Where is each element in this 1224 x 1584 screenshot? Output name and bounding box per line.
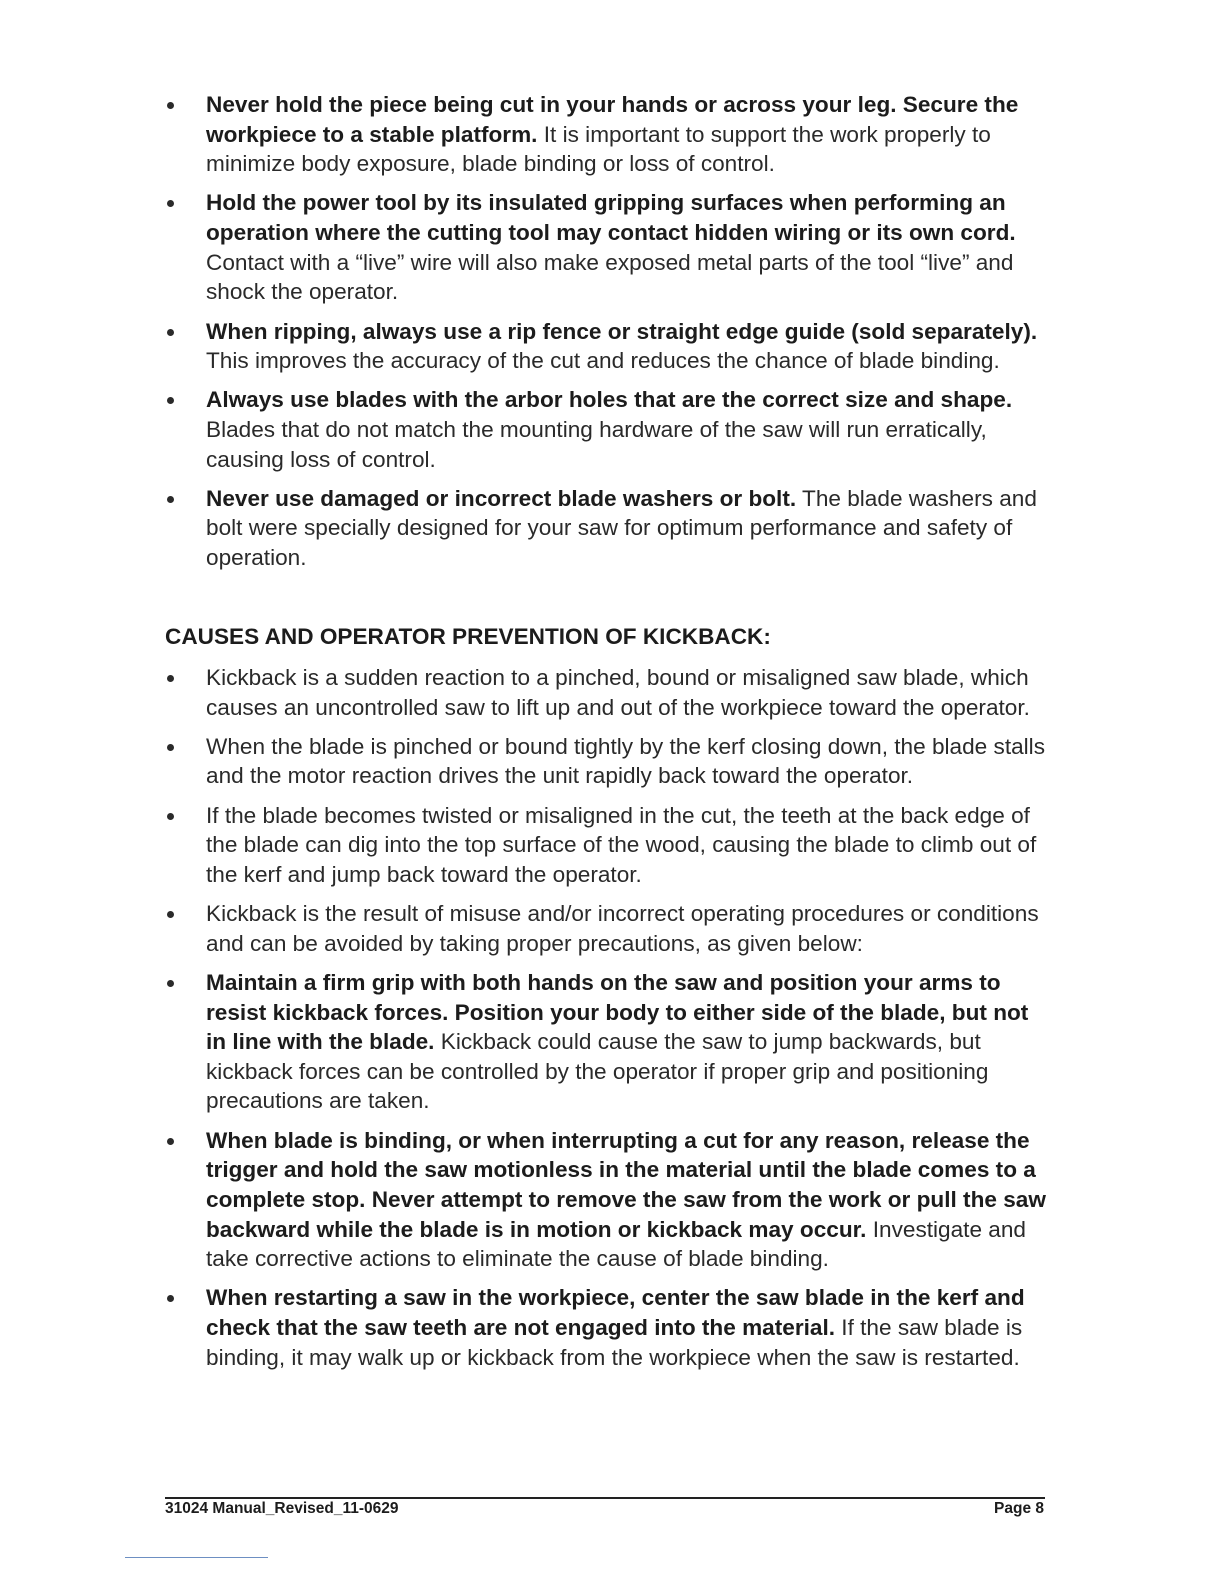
bullet-icon (167, 1138, 174, 1145)
bullet-icon (167, 329, 174, 336)
bullet-text: When the blade is pinched or bound tightly by the kerf closing down, the blade stalls and the motor reaction drives the unit rapidly back toward the operator. (206, 733, 1045, 789)
list-item (165, 732, 1050, 791)
bullet-bold-text: When blade is binding, or when interrupting a cut for any reason, release the trigger and hold the saw motionless in the material until the blade comes to a complete stop. Never attempt to remove the saw from the work or pull the saw backward while the blade is in motion or kickback may occur. (206, 1127, 1046, 1242)
bullet-bold-text: Hold the power tool by its insulated gripping surfaces when performing an operation where the cutting tool may contact hidden wiring or its own cord. (206, 190, 1016, 246)
kickback-bullet-list (165, 663, 1050, 1382)
bullet-icon (167, 200, 174, 207)
bullet-text: Kickback is the result of misuse and/or incorrect operating procedures or conditions and can be avoided by taking proper precautions, as given below: (206, 901, 1039, 956)
list-item (165, 90, 1050, 179)
bullet-icon (167, 1295, 174, 1302)
bullet-icon (167, 980, 174, 987)
bullet-icon (167, 397, 174, 404)
bullet-bold-text: When restarting a saw in the workpiece, center the saw blade in the kerf and check that the saw teeth are not engaged into the material. (206, 1285, 1025, 1340)
bullet-text: If the saw blade is binding, it may walk up or kickback from the workpiece when the saw is restarted. (206, 1315, 1023, 1370)
bullet-text: The blade washers and bolt were specially designed for your saw for optimum performance and safety of operation. (206, 485, 1037, 571)
bullet-bold-text: Never use damaged or incorrect blade washers or bolt. (206, 485, 797, 511)
bullet-icon (167, 102, 174, 109)
bullet-text: Blades that do not match the mounting hardware of the saw will run erratically, causing loss of control. (206, 417, 987, 472)
footer-page-number: Page 8 (994, 1500, 1044, 1517)
footer-document-id: 31024 Manual_Revised_11-0629 (165, 1500, 399, 1517)
list-item (165, 385, 1050, 474)
list-item (165, 188, 1050, 306)
bullet-text: Contact with a “live” wire will also make exposed metal parts of the tool “live” and shock the operator. (206, 249, 1014, 305)
bullet-icon (167, 911, 174, 918)
bullet-bold-text: When ripping, always use a rip fence or straight edge guide (sold separately). (206, 318, 1038, 344)
bullet-text: Kickback is a sudden reaction to a pinched, bound or misaligned saw blade, which causes an uncontrolled saw to lift up and out of the workpiece toward the operator. (206, 665, 1030, 720)
list-item (165, 899, 1050, 958)
scan-edge-line (125, 1557, 268, 1558)
list-item (165, 1283, 1050, 1372)
bullet-text: This improves the accuracy of the cut and reduces the chance of blade binding. (206, 348, 1000, 374)
list-item (165, 1126, 1050, 1274)
list-item (165, 968, 1050, 1116)
list-item (165, 801, 1050, 890)
safety-bullet-list (165, 90, 1050, 582)
bullet-bold-text: Maintain a firm grip with both hands on the saw and position your arms to resist kickback forces. Position your body to either side of the blade, but not in line with the blade. (206, 970, 1029, 1055)
bullet-icon (167, 675, 174, 682)
bullet-text: If the blade becomes twisted or misaligned in the cut, the teeth at the back edge of the blade can dig into the top surface of the wood, causing the blade to climb out of the kerf and jump back toward the operator. (206, 802, 1037, 887)
bullet-text: Kickback could cause the saw to jump backwards, but kickback forces can be controlled by the operator if proper grip and positioning precautions are taken. (206, 1029, 989, 1114)
kickback-section-heading: CAUSES AND OPERATOR PREVENTION OF KICKBACK: (165, 624, 771, 649)
bullet-text: Investigate and take corrective actions to eliminate the cause of blade binding. (206, 1216, 1026, 1272)
list-item (165, 663, 1050, 722)
list-item (165, 317, 1050, 376)
bullet-icon (167, 744, 174, 751)
bullet-icon (167, 496, 174, 503)
list-item (165, 484, 1050, 573)
bullet-bold-text: Never hold the piece being cut in your hands or across your leg. Secure the workpiece to a stable platform. (206, 92, 1019, 147)
bullet-bold-text: Always use blades with the arbor holes that are the correct size and shape. (206, 387, 1013, 413)
bullet-icon (167, 813, 174, 820)
bullet-text: It is important to support the work properly to minimize body exposure, blade binding or loss of control. (206, 121, 991, 177)
